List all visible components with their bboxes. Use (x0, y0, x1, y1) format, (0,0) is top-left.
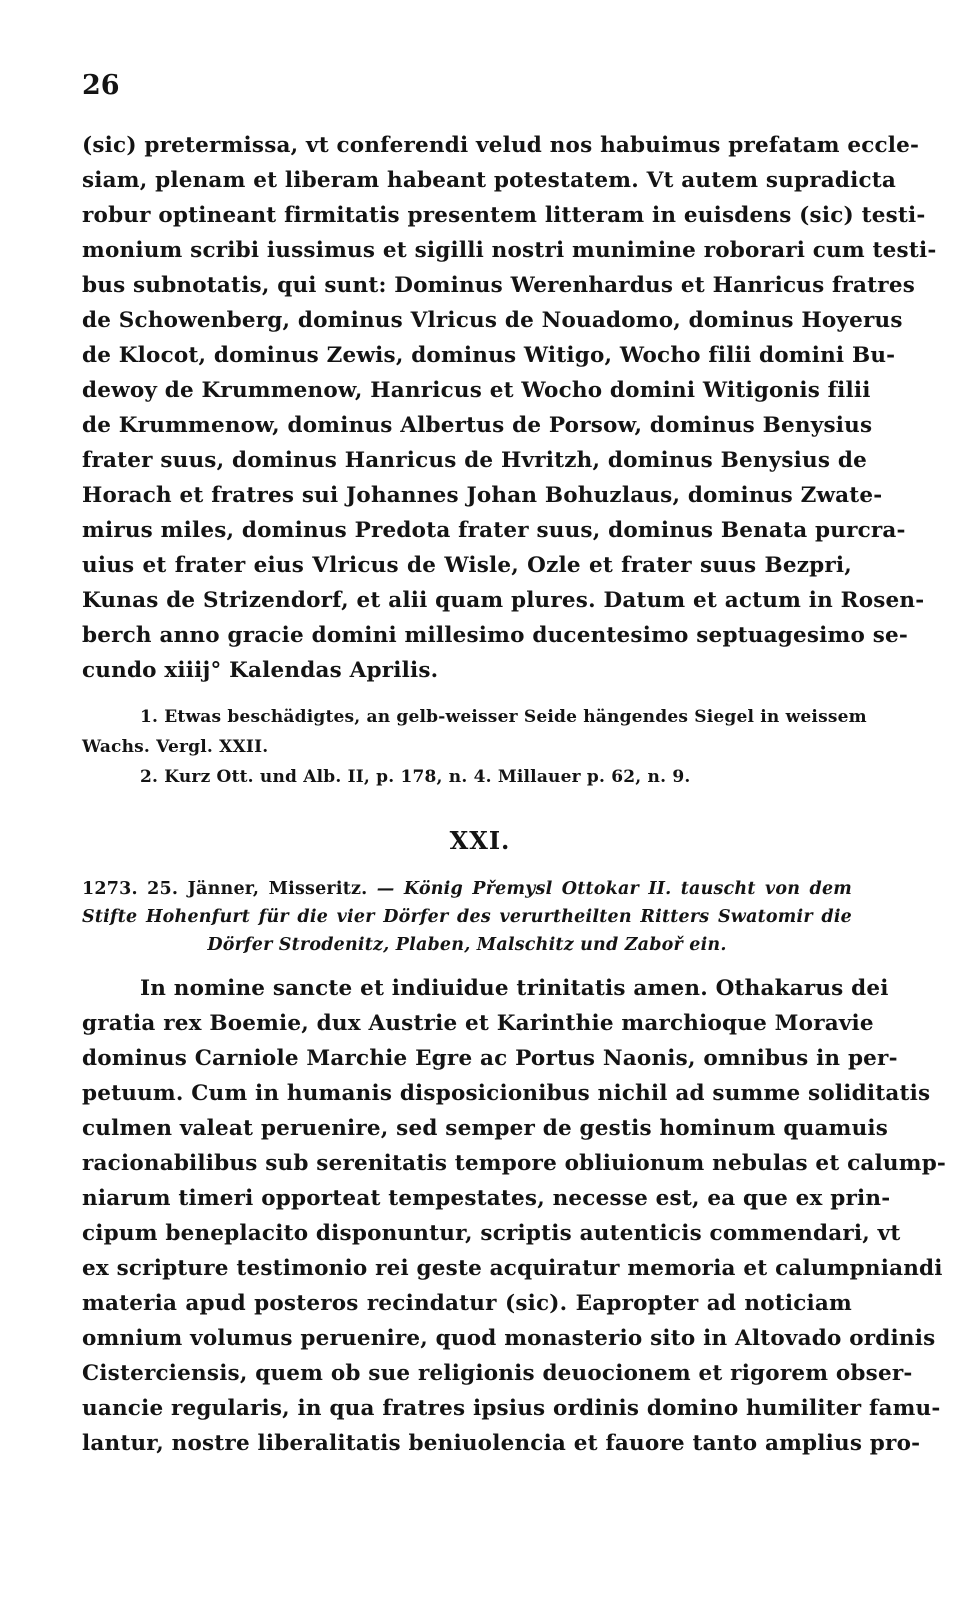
paragraph-2-line: omnium volumus peruenire, quod monasterio sito in Altovado ordinis (82, 1326, 936, 1351)
section-summary-part: — König Přemysl Ottokar II. tauscht von dem (376, 879, 853, 899)
paragraph-2-line: materia apud posteros recindatur (sic). Eapropter ad noticiam (82, 1291, 852, 1316)
paragraph-1-line: mirus miles, dominus Predota frater suus, dominus Benata purcra- (82, 518, 906, 543)
paragraph-2-line: cipum beneplacito disponuntur, scriptis autenticis commendari, vt (82, 1221, 901, 1246)
section-date-place: 1273. 25. Jänner, Misseritz. (82, 879, 368, 899)
footnote-1: 1. Etwas beschädigtes, an gelb-weisser Seide hängendes Siegel in weissem (140, 707, 867, 727)
footnote-2: 2. Kurz Ott. und Alb. II, p. 178, n. 4. Millauer p. 62, n. 9. (140, 767, 691, 787)
footnote-1-continued: Wachs. Vergl. XXII. (82, 737, 269, 757)
paragraph-1-line: frater suus, dominus Hanricus de Hvritzh, dominus Benysius de (82, 448, 867, 473)
paragraph-1-line: de Schowenberg, dominus Vlricus de Nouadomo, dominus Hoyerus (82, 308, 903, 333)
paragraph-1-line: bus subnotatis, qui sunt: Dominus Werenhardus et Hanricus fratres (82, 273, 916, 298)
paragraph-1-line: uius et frater eius Vlricus de Wisle, Ozle et frater suus Bezpri, (82, 553, 852, 578)
section-summary-line: Dörfer Strodenitz, Plaben, Malschitz und Zaboř ein. (207, 935, 727, 955)
page-number: 26 (82, 70, 120, 101)
paragraph-2-line: petuum. Cum in humanis disposicionibus nichil ad summe soliditatis (82, 1081, 931, 1106)
section-title: XXI. (449, 826, 511, 855)
paragraph-1-line: berch anno gracie domini millesimo ducentesimo septuagesimo se- (82, 623, 909, 648)
paragraph-1-line: de Klocot, dominus Zewis, dominus Witigo, Wocho filii domini Bu- (82, 343, 896, 368)
paragraph-2-line: dominus Carniole Marchie Egre ac Portus Naonis, omnibus in per- (82, 1046, 898, 1071)
paragraph-2-line: Cisterciensis, quem ob sue religionis deuocionem et rigorem obser- (82, 1361, 913, 1386)
paragraph-2-line: uancie regularis, in qua fratres ipsius ordinis domino humiliter famu- (82, 1396, 941, 1421)
paragraph-1-line: Horach et fratres sui Johannes Johan Bohuzlaus, dominus Zwate- (82, 483, 883, 508)
paragraph-2-line: niarum timeri opporteat tempestates, necesse est, ea que ex prin- (82, 1186, 891, 1211)
paragraph-1-line: monium scribi iussimus et sigilli nostri munimine roborari cum testi- (82, 238, 937, 263)
paragraph-1-line: cundo xiiij° Kalendas Aprilis. (82, 658, 439, 683)
paragraph-1-line: dewoy de Krummenow, Hanricus et Wocho domini Witigonis filii (82, 378, 871, 403)
paragraph-2-line: gratia rex Boemie, dux Austrie et Karinthie marchioque Moravie (82, 1011, 874, 1036)
paragraph-1-line: robur optineant firmitatis presentem litteram in euisdens (sic) testi- (82, 203, 926, 228)
paragraph-2-line: lantur, nostre liberalitatis beniuolencia et fauore tanto amplius pro- (82, 1431, 921, 1456)
paragraph-1-line: siam, plenam et liberam habeant potestatem. Vt autem supradicta (82, 168, 897, 193)
paragraph-1-line: de Krummenow, dominus Albertus de Porsow, dominus Benysius (82, 413, 873, 438)
paragraph-1-line: Kunas de Strizendorf, et alii quam plures. Datum et actum in Rosen- (82, 588, 925, 613)
paragraph-2-line: culmen valeat peruenire, sed semper de gestis hominum quamuis (82, 1116, 889, 1141)
section-summary-line: Stifte Hohenfurt für die vier Dörfer des verurtheilten Ritters Swatomir die (82, 907, 852, 927)
paragraph-1-line: (sic) pretermissa, vt conferendi velud nos habuimus prefatam eccle- (82, 133, 920, 158)
paragraph-2-line: ex scripture testimonio rei geste acquiratur memoria et calumpniandi (82, 1256, 943, 1281)
paragraph-2-line: In nomine sancte et indiuidue trinitatis amen. Othakarus dei (140, 976, 889, 1001)
section-header-line (82, 875, 852, 903)
paragraph-2-line: racionabilibus sub serenitatis tempore obliuionum nebulas et calump- (82, 1151, 947, 1176)
